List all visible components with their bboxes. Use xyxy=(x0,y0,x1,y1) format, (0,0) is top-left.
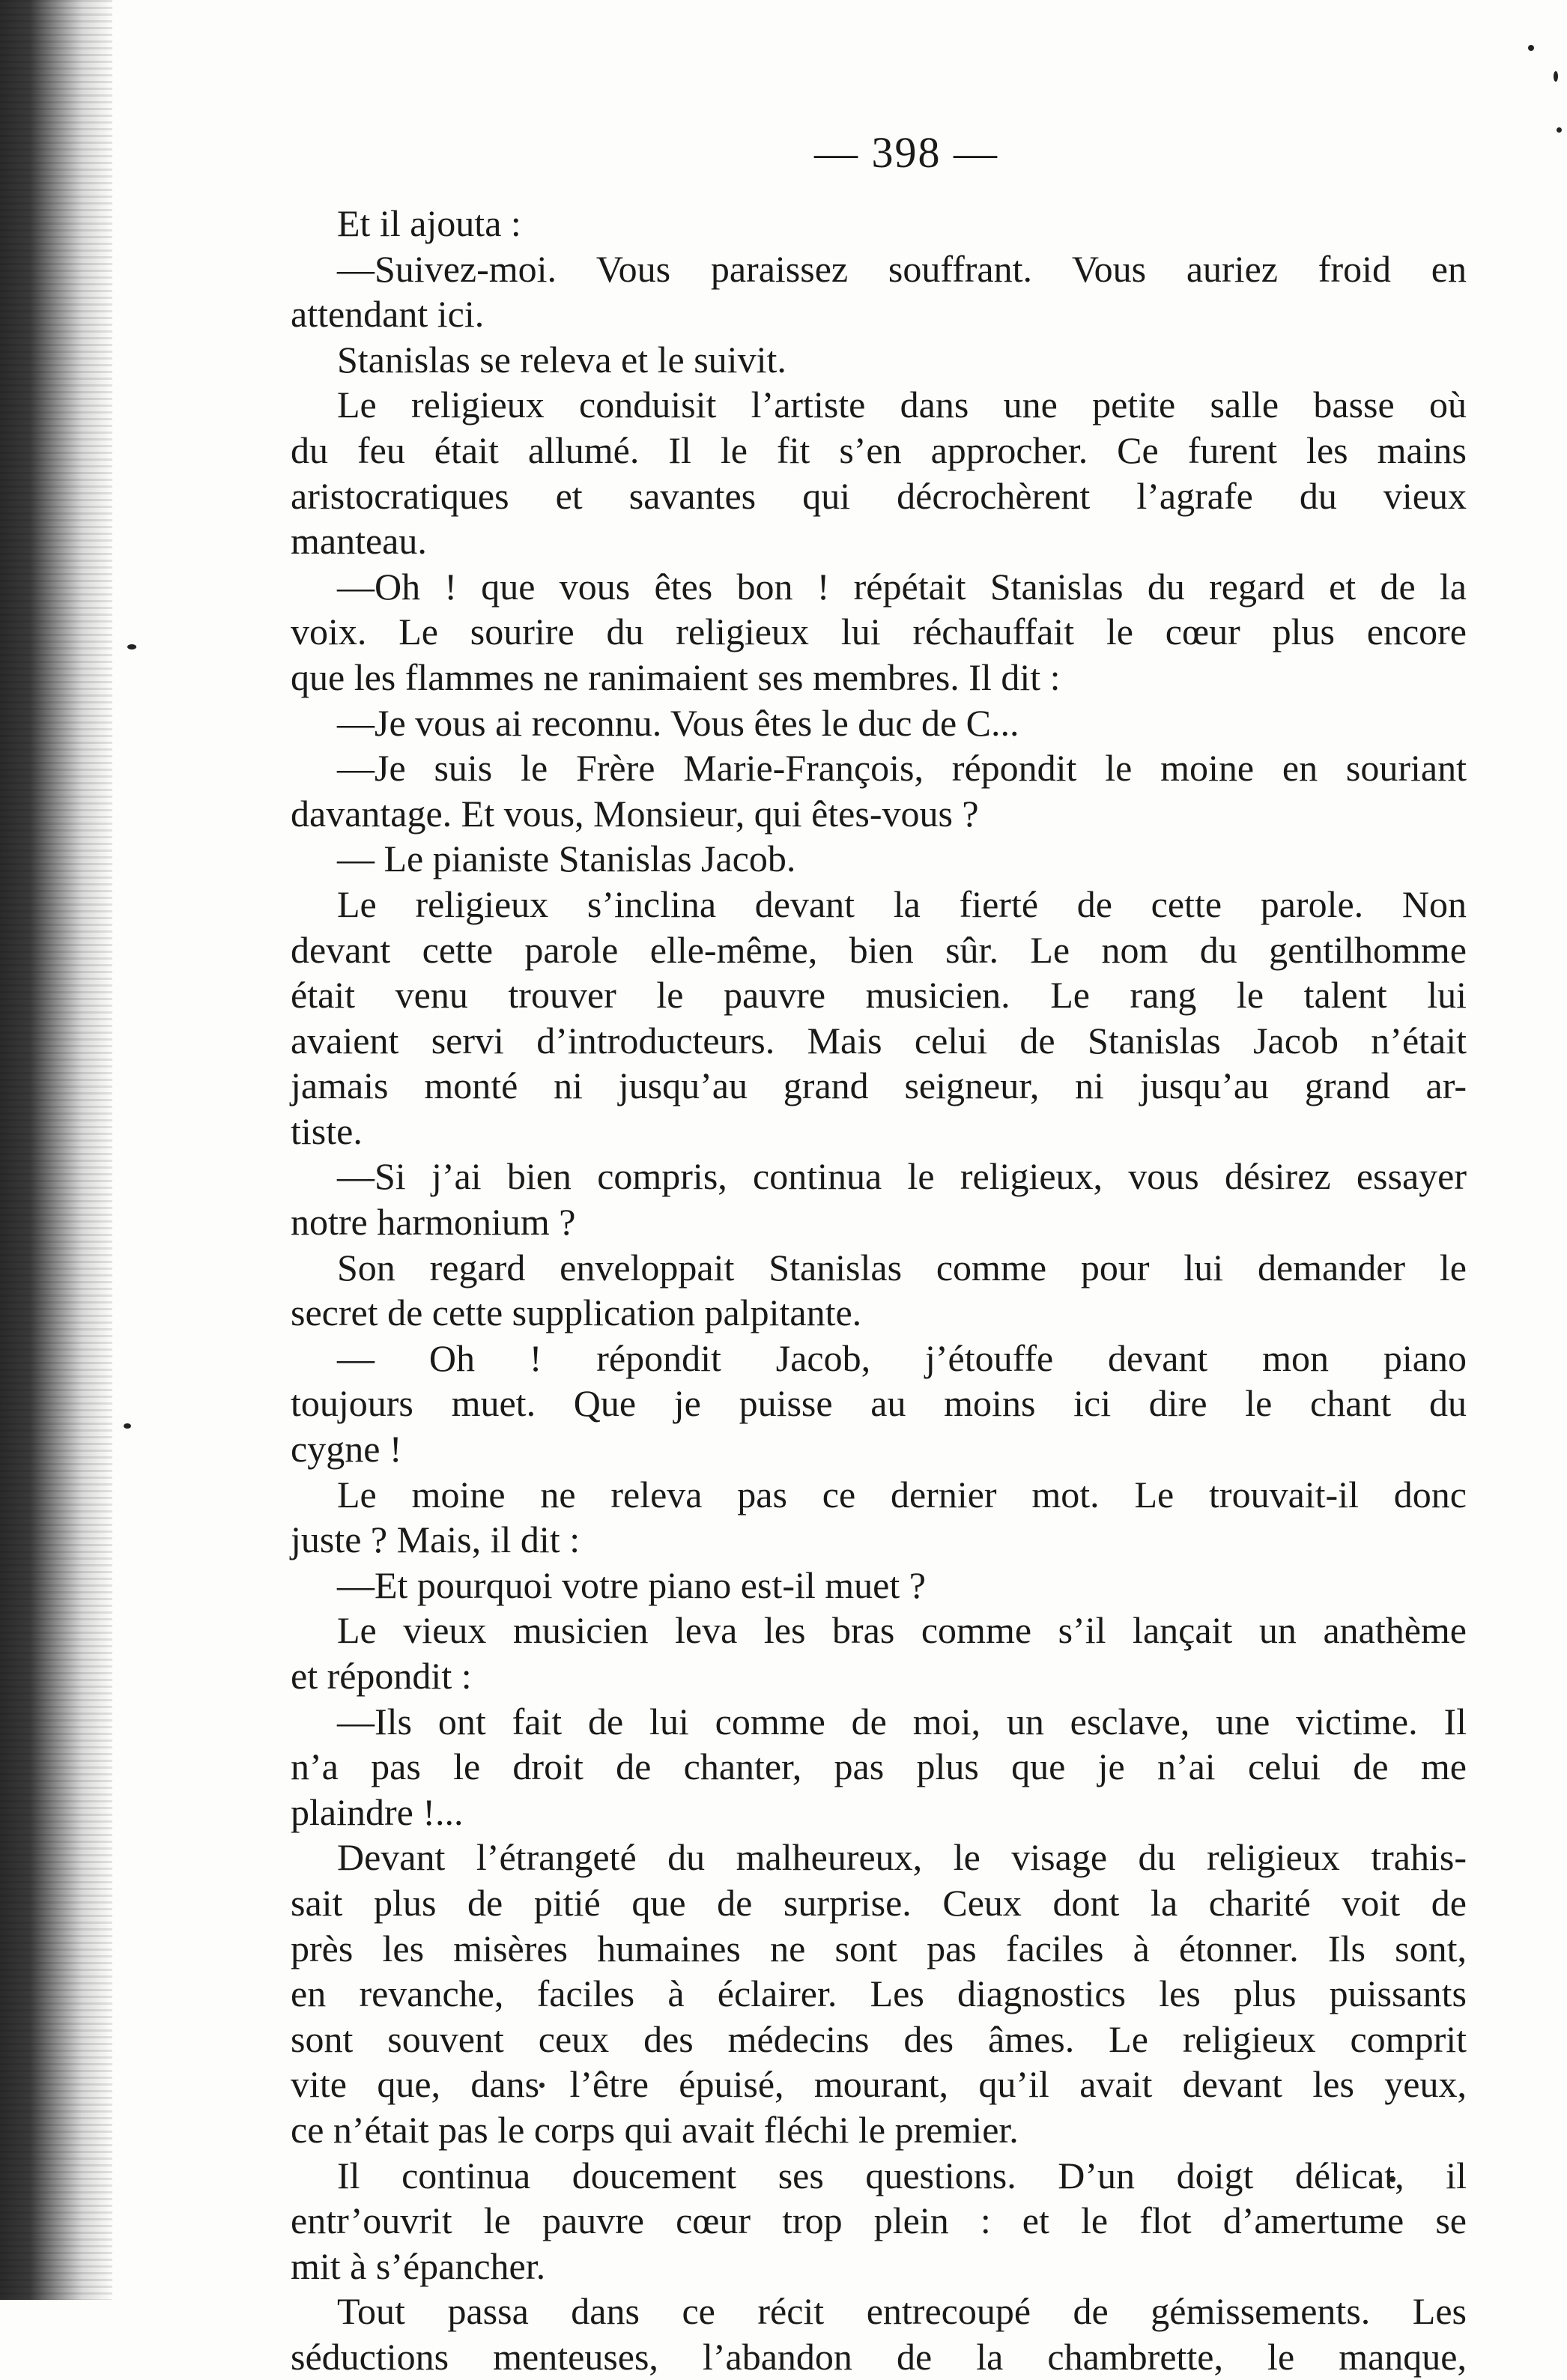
text-line: Le religieux conduisit l’artiste dans une petite salle basse où xyxy=(337,384,1467,426)
text-line: Le moine ne releva pas ce dernier mot. Le trouvait-il donc xyxy=(337,1473,1467,1515)
text-line: sont souvent ceux des médecins des âmes. Le religieux comprit xyxy=(291,2017,1467,2060)
text-line: mit à s’épancher. xyxy=(291,2244,546,2287)
text-line: —Et pourquoi votre piano est-il muet ? xyxy=(337,1563,926,1606)
text-line: Tout passa dans ce récit entrecoupé de gémissements. Les xyxy=(337,2290,1467,2333)
text-line: secret de cette supplication palpitante. xyxy=(291,1292,862,1334)
text-line: manteau. xyxy=(291,520,427,563)
text-line: — Le pianiste Stanislas Jacob. xyxy=(337,838,796,880)
text-line: Le religieux s’inclina devant la fierté de cette parole. Non xyxy=(337,882,1467,925)
text-line: en revanche, faciles à éclairer. Les diagnostics les plus puissants xyxy=(291,1972,1467,2015)
text-line: que les flammes ne ranimaient ses membres. Il dit : xyxy=(291,655,1061,698)
text-line: vite que, dans l’être épuisé, mourant, qu’il avait devant les yeux, xyxy=(291,2063,1467,2106)
text-line: Son regard enveloppait Stanislas comme pour lui demander le xyxy=(337,1246,1467,1289)
text-line: tiste. xyxy=(291,1109,363,1152)
text-line: Devant l’étrangeté du malheureux, le visage du religieux trahis- xyxy=(337,1836,1467,1879)
text-line: —Je vous ai reconnu. Vous êtes le duc de C... xyxy=(337,701,1019,744)
text-line: Il continua doucement ses questions. D’un doigt délicat, il xyxy=(337,2154,1467,2196)
text-line: n’a pas le droit de chanter, pas plus que je n’ai celui de me xyxy=(291,1745,1467,1788)
text-line: du feu était allumé. Il le fit s’en approcher. Ce furent les mains xyxy=(291,429,1467,471)
ink-speck xyxy=(127,644,136,649)
ink-speck xyxy=(1557,127,1562,133)
text-line: était venu trouver le pauvre musicien. Le rang le talent lui xyxy=(291,974,1467,1017)
text-line: juste ? Mais, il dit : xyxy=(291,1518,581,1561)
text-line: attendant ici. xyxy=(291,293,485,336)
text-line: —Suivez-moi. Vous paraissez souffrant. Vous auriez froid en xyxy=(337,247,1467,290)
text-line: sait plus de pitié que de surprise. Ceux dont la charité voit de xyxy=(291,1881,1467,1924)
text-line: cygne ! xyxy=(291,1428,402,1471)
text-line: entr’ouvrit le pauvre cœur trop plein : et le flot d’amertume se xyxy=(291,2199,1467,2242)
ink-speck xyxy=(124,1423,131,1429)
text-line: —Ils ont fait de lui comme de moi, un esclave, une victime. Il xyxy=(337,1700,1467,1742)
text-line: notre harmonium ? xyxy=(291,1201,576,1244)
text-line: Stanislas se releva et le suivit. xyxy=(337,338,786,381)
text-line: séductions menteuses, l’abandon de la chambrette, le manque, xyxy=(291,2335,1467,2378)
text-line: jamais monté ni jusqu’au grand seigneur, ni jusqu’au grand ar- xyxy=(291,1065,1467,1107)
page-number: — 398 — xyxy=(814,128,998,177)
text-line: aristocratiques et savantes qui décrochèrent l’agrafe du vieux xyxy=(291,474,1467,517)
text-line: davantage. Et vous, Monsieur, qui êtes-vous ? xyxy=(291,792,979,835)
text-line: devant cette parole elle-même, bien sûr. Le nom du gentilhomme xyxy=(291,928,1467,971)
ink-speck xyxy=(1554,71,1558,82)
text-line: —Je suis le Frère Marie-François, répondit le moine en souriant xyxy=(337,747,1467,790)
text-line: toujours muet. Que je puisse au moins ici dire le chant du xyxy=(291,1382,1467,1425)
text-line: près les misères humaines ne sont pas faciles à étonner. Ils sont, xyxy=(291,1927,1467,1969)
text-line: ce n’était pas le corps qui avait fléchi le premier. xyxy=(291,2108,1019,2151)
scanned-binding-edge xyxy=(0,0,112,2300)
text-line: —Oh ! que vous êtes bon ! répétait Stanislas du regard et de la xyxy=(337,565,1467,608)
text-line: voix. Le sourire du religieux lui réchauffait le cœur plus encore xyxy=(291,611,1467,653)
text-line: plaindre !... xyxy=(291,1790,464,1833)
text-line: et répondit : xyxy=(291,1655,472,1697)
text-line: —Si j’ai bien compris, continua le religieux, vous désirez essayer xyxy=(337,1155,1467,1198)
text-line: — Oh ! répondit Jacob, j’étouffe devant mon piano xyxy=(337,1336,1467,1379)
text-line: Et il ajouta : xyxy=(337,202,521,244)
ink-speck xyxy=(1528,45,1534,51)
text-line: Le vieux musicien leva les bras comme s’il lançait un anathème xyxy=(337,1609,1467,1652)
text-line: avaient servi d’introducteurs. Mais celui de Stanislas Jacob n’était xyxy=(291,1019,1467,1062)
body-text xyxy=(291,201,1467,2380)
